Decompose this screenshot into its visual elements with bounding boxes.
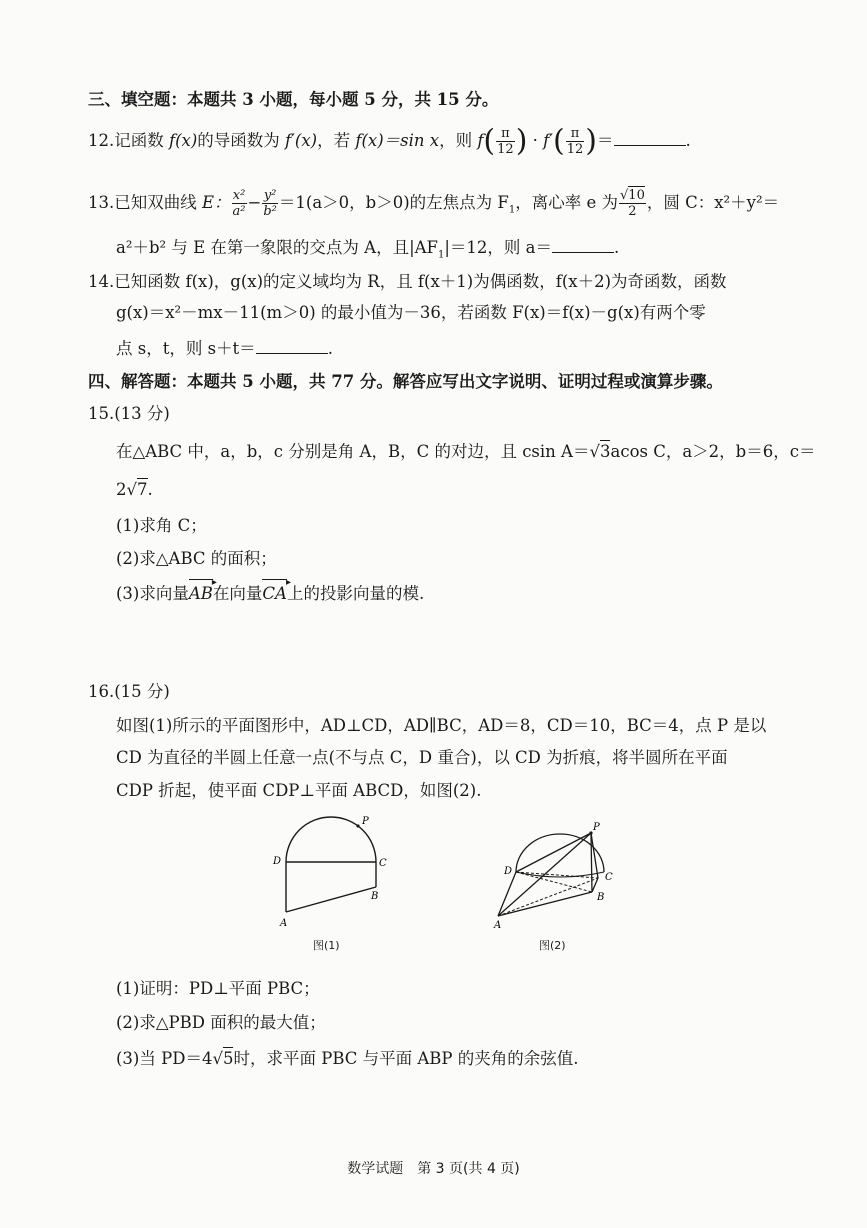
question-13: [88, 188, 779, 222]
paren-left: (: [483, 123, 496, 159]
question-15-line-1: [116, 440, 815, 464]
question-16-part-3: [116, 1047, 579, 1071]
question-16-line-2: CD 为直径的半圆上任意一点(不与点 C，D 重合)，以 CD 为折痕，将半圆所在平面: [116, 748, 728, 767]
vector-CA: CA ▸: [262, 582, 287, 606]
q15-p3-b: 在向量: [212, 584, 263, 603]
question-14: [88, 270, 727, 294]
q16-p3-b: 时，求平面 PBC 与平面 ABP 的夹角的余弦值.: [233, 1049, 579, 1068]
q13-line2-a: a²＋b² 与 E 在第一象限的交点为 A，且|AF: [116, 238, 438, 257]
fraction-sqrt10-2: [619, 188, 646, 219]
q12-period: .: [685, 131, 691, 150]
label-P: P: [593, 822, 600, 833]
question-16-number: 16.(15 分): [88, 682, 170, 701]
q14-period: .: [327, 339, 333, 358]
figure-1: [268, 812, 398, 932]
frac-den: a²: [232, 204, 246, 219]
subscript: 1: [438, 249, 445, 261]
section-4-heading: 四、解答题：本题共 5 小题，共 77 分。解答应写出文字说明、证明过程或演算步骤。: [88, 372, 723, 391]
q12-fp: f′: [543, 131, 554, 150]
q12-text-a: 记函数: [114, 131, 169, 150]
frac-den: 12: [566, 142, 584, 157]
q15-line2-b: .: [147, 480, 153, 499]
q12-fx: f(x): [169, 131, 198, 150]
question-15-part-2: (2)求△ABC 的面积；: [116, 549, 277, 568]
question-15-line-2: [116, 478, 153, 502]
q13-minus: −: [247, 193, 262, 212]
answer-blank: [256, 341, 328, 354]
sqrt-symbol: √: [620, 188, 629, 203]
label-P: P: [362, 816, 369, 827]
label-B: B: [597, 892, 605, 903]
q15-p3-a: (3)求向量: [116, 584, 189, 603]
q12-text-b: 的导函数为: [197, 131, 286, 150]
q15-line1-b: acos C，a＞2，b＝6，c＝: [610, 442, 816, 461]
figure-2-caption: 图(2): [539, 939, 566, 952]
frac-num: π: [566, 126, 585, 142]
question-15-number: 15.(13 分): [88, 404, 170, 423]
q13-text-d: ，圆 C：x²＋y²＝: [646, 193, 780, 212]
label-C: C: [605, 872, 613, 883]
q13-E: E：: [202, 193, 231, 212]
q13-line2-b: |＝12，则 a＝: [444, 238, 553, 257]
q15-p3-c: 上的投影向量的模.: [286, 584, 425, 603]
frac-den: 12: [497, 142, 514, 157]
q12-dot: ·: [527, 131, 544, 150]
frac-num: x²: [232, 188, 246, 203]
frac-num: [619, 188, 646, 204]
sqrt-symbol: √: [126, 480, 138, 499]
paren-right: ): [515, 123, 528, 159]
q15-line2-a: 2: [116, 480, 127, 499]
label-D: D: [504, 866, 513, 877]
vector-AB: AB ▸: [189, 582, 213, 606]
q13-text-c: ，离心率 e 为: [515, 193, 618, 212]
question-15-part-1: (1)求角 C；: [116, 516, 207, 535]
label-C: C: [379, 858, 387, 869]
figure-2-drawing: [488, 816, 628, 932]
q12-f: f: [477, 131, 484, 150]
paren-left: (: [553, 123, 565, 159]
answer-blank: [552, 240, 614, 253]
q12-number: 12.: [88, 131, 115, 150]
figure-1-caption: 图(1): [313, 939, 340, 952]
q14-line3: 点 s，t，则 s＋t＝: [116, 339, 256, 358]
sqrt-radicand: 5: [222, 1049, 234, 1068]
sqrt-radicand: 3: [599, 442, 611, 461]
frac-num: π: [496, 126, 515, 142]
q14-number: 14.: [88, 272, 115, 291]
question-12: [88, 123, 691, 159]
sqrt-symbol: √: [589, 442, 600, 461]
label-D: D: [273, 856, 282, 867]
q13-period: .: [614, 238, 620, 257]
figure-2: [488, 816, 628, 932]
question-16-part-2: (2)求△PBD 面积的最大值；: [116, 1013, 326, 1032]
fraction-x2-a2: [232, 188, 247, 219]
q13-text-b: ＝1(a＞0，b＞0)的左焦点为 F: [278, 193, 509, 212]
label-A: A: [280, 918, 288, 929]
q12-text-d: ，则: [439, 131, 478, 150]
question-16-line-1: 如图(1)所示的平面图形中，AD⊥CD，AD∥BC，AD＝8，CD＝10，BC＝4，点 P 是以: [116, 716, 767, 735]
answer-blank: [614, 133, 686, 146]
question-16-part-1: (1)证明：PD⊥平面 PBC；: [116, 979, 320, 998]
q13-number: 13.: [88, 193, 115, 212]
q12-text-c: ，若: [317, 131, 356, 150]
subscript: 1: [508, 204, 516, 216]
question-15-part-3: [116, 582, 424, 606]
frac-num: y²: [263, 188, 277, 203]
question-13-line-2: [116, 236, 619, 267]
figure-1-drawing: [268, 812, 398, 932]
question-14-line-2: g(x)＝x²－mx－11(m＞0) 的最小值为－36，若函数 F(x)＝f(x)－g(x)有两个零: [116, 303, 706, 322]
fraction-pi-12: [496, 126, 515, 157]
fraction-y2-b2: [262, 188, 278, 219]
label-B: B: [371, 891, 379, 902]
section-3-heading: 三、填空题：本题共 3 小题，每小题 5 分，共 15 分。: [88, 90, 499, 109]
sqrt-radicand: 7: [137, 480, 148, 499]
q14-line1: 已知函数 f(x)，g(x)的定义域均为 R，且 f(x＋1)为偶函数，f(x＋2)为奇函数，函数: [114, 272, 727, 291]
frac-den: b²: [263, 204, 277, 219]
sqrt-radicand: 10: [628, 188, 645, 203]
q13-text-a: 已知双曲线: [114, 193, 202, 212]
question-14-line-3: [116, 337, 333, 361]
frac-den: 2: [628, 204, 637, 219]
q16-p3-a: (3)当 PD＝4: [116, 1049, 213, 1068]
page-footer: 数学试题 第 3 页(共 4 页): [347, 1161, 520, 1177]
q12-eq: f(x)＝sin x: [355, 131, 440, 150]
sqrt-symbol: √: [212, 1049, 223, 1068]
q15-line1-a: 在△ABC 中，a，b，c 分别是角 A，B，C 的对边，且 csin A＝: [116, 442, 590, 461]
paren-right: ): [585, 123, 597, 159]
q12-fpx: f′(x): [285, 131, 318, 150]
label-A: A: [494, 920, 502, 931]
question-16-line-3: CDP 折起，使平面 CDP⊥平面 ABCD，如图(2).: [116, 781, 482, 800]
q12-equals: ＝: [597, 131, 614, 150]
fraction-pi-12: [566, 126, 585, 157]
